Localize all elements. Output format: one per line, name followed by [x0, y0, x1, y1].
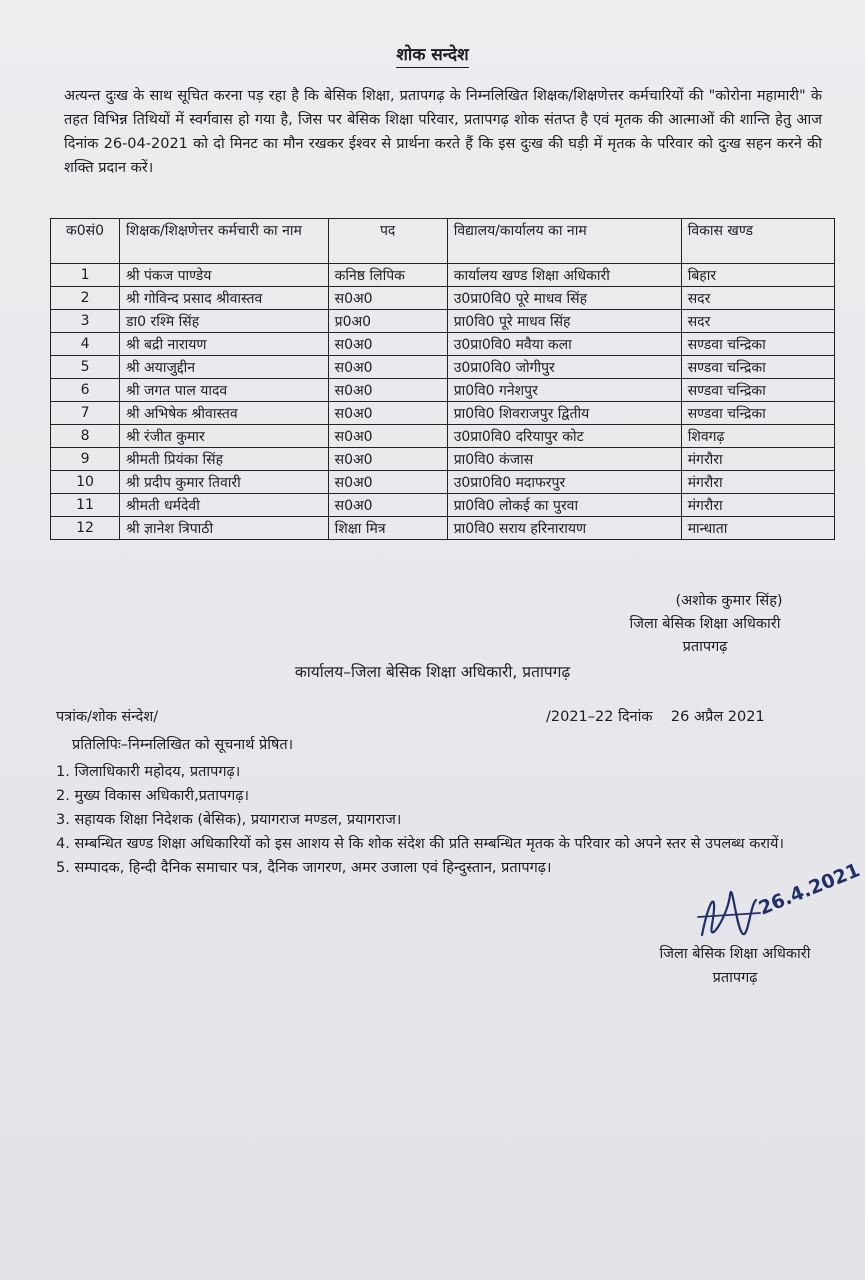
cell-serial: 10 [51, 471, 120, 494]
signatory-place: प्रतापगढ़ [682, 639, 728, 655]
cell-school: उ0प्रा0वि0 मवैया कला [447, 333, 681, 356]
reference-date: /2021–22 दिनांक 26 अप्रैल 2021 [546, 709, 765, 725]
cell-post: स0अ0 [328, 471, 447, 494]
cell-school: प्रा0वि0 गनेशपुर [447, 379, 681, 402]
list-item: 2. मुख्य विकास अधिकारी,प्रतापगढ़। [56, 788, 250, 804]
cell-post: स0अ0 [328, 425, 447, 448]
cell-serial: 12 [51, 517, 120, 540]
cell-school: प्रा0वि0 कंजास [447, 448, 681, 471]
list-item: 4. सम्बन्धित खण्ड शिक्षा अधिकारियों को इस आशय से कि शोक संदेश की प्रति सम्बन्धित मृतक के परिवार को अपने स्तर से उपलब्ध करायें। [56, 836, 784, 852]
footer-place: प्रतापगढ़ [712, 970, 758, 986]
cell-block: सण्डवा चन्द्रिका [681, 333, 834, 356]
staff-table [50, 218, 835, 540]
cell-name: श्री बद्री नारायण [120, 333, 329, 356]
cell-block: सण्डवा चन्द्रिका [681, 402, 834, 425]
cell-serial: 2 [51, 287, 120, 310]
handwritten-signature [690, 855, 860, 955]
cell-name: श्रीमती धर्मदेवी [120, 494, 329, 517]
handwritten-date: 26.4.2021 [755, 859, 860, 920]
cell-post: स0अ0 [328, 402, 447, 425]
reference-number: पत्रांक/शोक संन्देश/ [56, 709, 159, 725]
cell-name: श्री ज्ञानेश त्रिपाठी [120, 517, 329, 540]
list-item: 5. सम्पादक, हिन्दी दैनिक समाचार पत्र, दैनिक जागरण, अमर उजाला एवं हिन्दुस्तान, प्रतापगढ़। [56, 860, 552, 876]
cell-serial: 1 [51, 264, 120, 287]
cell-block: सण्डवा चन्द्रिका [681, 379, 834, 402]
cell-post: स0अ0 [328, 287, 447, 310]
table-row [51, 494, 835, 517]
table-row [51, 310, 835, 333]
cell-block: मंगरौरा [681, 494, 834, 517]
header-post: पद [328, 219, 447, 264]
cell-serial: 11 [51, 494, 120, 517]
table-row [51, 517, 835, 540]
cell-serial: 5 [51, 356, 120, 379]
cell-name: श्री प्रदीप कुमार तिवारी [120, 471, 329, 494]
cell-block: सदर [681, 287, 834, 310]
cell-post: प्र0अ0 [328, 310, 447, 333]
cell-serial: 6 [51, 379, 120, 402]
cell-serial: 8 [51, 425, 120, 448]
cell-name: श्री अभिषेक श्रीवास्तव [120, 402, 329, 425]
footer-designation: जिला बेसिक शिक्षा अधिकारी [659, 946, 811, 962]
header-name: शिक्षक/शिक्षणेत्तर कर्मचारी का नाम [120, 219, 329, 264]
cell-name: श्री पंकज पाण्डेय [120, 264, 329, 287]
signatory-name: (अशोक कुमार सिंह) [675, 593, 783, 609]
cell-serial: 7 [51, 402, 120, 425]
cell-post: स0अ0 [328, 356, 447, 379]
table-row [51, 356, 835, 379]
cell-block: मान्धाता [681, 517, 834, 540]
cell-school: कार्यालय खण्ड शिक्षा अधिकारी [447, 264, 681, 287]
cell-serial: 4 [51, 333, 120, 356]
cell-post: स0अ0 [328, 333, 447, 356]
cell-serial: 9 [51, 448, 120, 471]
table-row [51, 379, 835, 402]
cell-school: उ0प्रा0वि0 दरियापुर कोट [447, 425, 681, 448]
intro-paragraph: अत्यन्त दुःख के साथ सूचित करना पड़ रहा है कि बेसिक शिक्षा, प्रतापगढ़ के निम्नलिखित शिक्षक/शिक्षणेत्तर कर्मचारियों की "कोरोना महामारी" के तहत विभिन्न तिथियों में स्वर्गवास हो गया है, जिस पर बेसिक शिक्षा परिवार, प्रतापगढ़ शोक संतप्त है एवं मृतक की आत्माओं की शान्ति हेतु आज दिनांक 26-04-2021 को दो मिनट का मौन रखकर ईश्वर से प्रार्थना करते हैं कि इस दुःख की घड़ी में मृतक के परिवार को दुःख सहन करने की शक्ति प्रदान करें। [64, 88, 822, 176]
table-row [51, 402, 835, 425]
cell-block: सण्डवा चन्द्रिका [681, 356, 834, 379]
cell-serial: 3 [51, 310, 120, 333]
cell-block: सदर [681, 310, 834, 333]
cell-school: उ0प्रा0वि0 पूरे माधव सिंह [447, 287, 681, 310]
signatory-block [560, 590, 850, 659]
header-serial: क0सं0 [51, 219, 120, 264]
cell-block: शिवगढ़ [681, 425, 834, 448]
office-heading: कार्यालय–जिला बेसिक शिक्षा अधिकारी, प्रतापगढ़ [294, 663, 571, 681]
cell-name: श्री रंजीत कुमार [120, 425, 329, 448]
cell-block: मंगरौरा [681, 471, 834, 494]
cell-school: प्रा0वि0 पूरे माधव सिंह [447, 310, 681, 333]
table-row [51, 448, 835, 471]
cell-school: प्रा0वि0 शिवराजपुर द्वितीय [447, 402, 681, 425]
cell-school: उ0प्रा0वि0 जोगीपुर [447, 356, 681, 379]
cell-school: प्रा0वि0 सराय हरिनारायण [447, 517, 681, 540]
cell-name: श्री अयाजुद्दीन [120, 356, 329, 379]
table-row [51, 471, 835, 494]
cell-block: मंगरौरा [681, 448, 834, 471]
table-row [51, 287, 835, 310]
footer-signatory [620, 942, 850, 990]
header-school: विद्यालय/कार्यालय का नाम [447, 219, 681, 264]
cell-block: बिहार [681, 264, 834, 287]
cell-post: कनिष्ठ लिपिक [328, 264, 447, 287]
list-item: 1. जिलाधिकारी महोदय, प्रतापगढ़। [56, 764, 241, 780]
document-title [0, 42, 865, 65]
signatory-designation: जिला बेसिक शिक्षा अधिकारी [629, 616, 781, 632]
title-text: शोक सन्देश [396, 45, 468, 68]
cell-school: उ0प्रा0वि0 मदाफरपुर [447, 471, 681, 494]
table-header-row [51, 219, 835, 264]
cell-name: श्री गोविन्द प्रसाद श्रीवास्तव [120, 287, 329, 310]
cell-post: शिक्षा मित्र [328, 517, 447, 540]
cell-post: स0अ0 [328, 379, 447, 402]
header-block: विकास खण्ड [681, 219, 834, 264]
cell-post: स0अ0 [328, 448, 447, 471]
table-row [51, 333, 835, 356]
signature-scribble-icon [690, 855, 860, 955]
cell-name: श्रीमती प्रियंका सिंह [120, 448, 329, 471]
table-row [51, 425, 835, 448]
copy-to-heading: प्रतिलिपिः–निम्नलिखित को सूचनार्थ प्रेषित। [72, 737, 294, 753]
cell-name: डा0 रश्मि सिंह [120, 310, 329, 333]
list-item: 3. सहायक शिक्षा निदेशक (बेसिक), प्रयागराज मण्डल, प्रयागराज। [56, 812, 402, 828]
cell-post: स0अ0 [328, 494, 447, 517]
cell-name: श्री जगत पाल यादव [120, 379, 329, 402]
cell-school: प्रा0वि0 लोकई का पुरवा [447, 494, 681, 517]
reference-line [56, 706, 816, 726]
table-row [51, 264, 835, 287]
